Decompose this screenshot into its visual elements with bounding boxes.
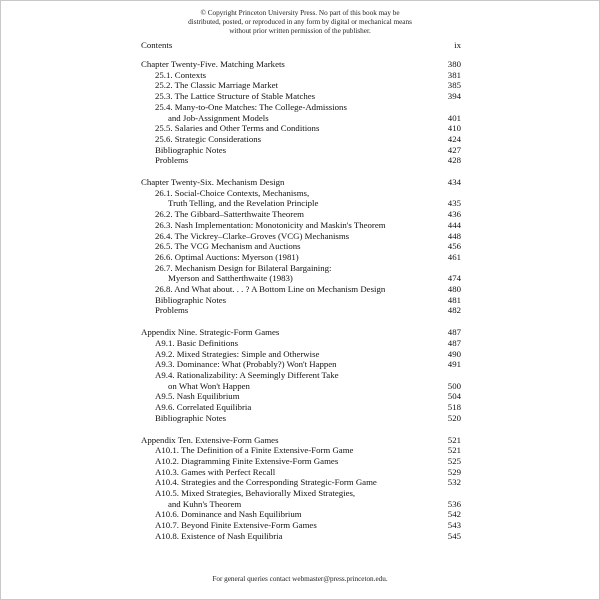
- entry-label: Bibliographic Notes: [155, 144, 227, 155]
- entry-label: A9.6. Correlated Equilibria: [155, 402, 252, 413]
- entry-label: Myerson and Sattherthwaite (1983): [168, 273, 293, 284]
- page-number: 456: [447, 241, 461, 252]
- page-number: 491: [447, 359, 461, 370]
- page-number: 424: [447, 133, 461, 144]
- page-number: 529: [447, 466, 461, 477]
- page-number: 427: [447, 144, 461, 155]
- page-number: 444: [447, 219, 461, 230]
- page-number: 504: [447, 391, 461, 402]
- entry-label: 26.1. Social-Choice Contexts, Mechanisms,: [155, 187, 310, 198]
- page-number: 480: [447, 284, 461, 295]
- toc-section: [141, 59, 461, 166]
- entry-label: 25.4. Many-to-One Matches: The College-Admissions: [155, 101, 347, 112]
- toc-entry-row: [141, 381, 461, 392]
- page-number: 542: [447, 509, 461, 520]
- page-number: 428: [447, 155, 461, 166]
- toc-entry-row: [141, 509, 461, 520]
- toc-entry-row: [141, 102, 461, 113]
- toc-entry-row: [141, 113, 461, 124]
- toc-entry-row: [141, 252, 461, 263]
- entry-label: 26.3. Nash Implementation: Monotonicity and Maskin's Theorem: [155, 219, 386, 230]
- page-number: 436: [447, 209, 461, 220]
- page-number: 521: [447, 445, 461, 456]
- toc-entry-row: [141, 402, 461, 413]
- entry-label: A10.7. Beyond Finite Extensive-Form Games: [155, 520, 317, 531]
- page-number: 448: [447, 230, 461, 241]
- toc-entry-row: [141, 209, 461, 220]
- toc-entry-row: [141, 413, 461, 424]
- page-number: 410: [447, 123, 461, 134]
- page-number: 521: [447, 434, 461, 445]
- entry-label: Appendix Nine. Strategic-Form Games: [141, 327, 280, 338]
- entry-label: A9.4. Rationalizability: A Seemingly Different Take: [155, 369, 339, 380]
- toc-entry-row: [141, 231, 461, 242]
- entry-label: Bibliographic Notes: [155, 294, 227, 305]
- folio-page-number: ix: [454, 40, 461, 50]
- entry-label: 26.5. The VCG Mechanism and Auctions: [155, 241, 301, 252]
- entry-label: Truth Telling, and the Revelation Principle: [168, 198, 319, 209]
- toc-entry-row: [141, 338, 461, 349]
- page-number: 401: [447, 112, 461, 123]
- entry-label: A10.1. The Definition of a Finite Extensive-Form Game: [155, 445, 354, 456]
- page-number: 474: [447, 273, 461, 284]
- page-number: 520: [447, 412, 461, 423]
- entry-label: A9.5. Nash Equilibrium: [155, 391, 240, 402]
- toc-entry-row: [141, 91, 461, 102]
- toc-entry-row: [141, 370, 461, 381]
- entry-label: A10.3. Games with Perfect Recall: [155, 466, 276, 477]
- entry-label: 26.4. The Vickrey–Clarke–Groves (VCG) Mechanisms: [155, 230, 350, 241]
- toc-section: [141, 177, 461, 316]
- toc-entry-row: [141, 488, 461, 499]
- entry-label: 25.6. Strategic Considerations: [155, 133, 262, 144]
- page-number: 385: [447, 80, 461, 91]
- page-number: 532: [447, 477, 461, 488]
- toc: [141, 59, 461, 553]
- toc-chapter-row: [141, 435, 461, 446]
- entry-label: A10.4. Strategies and the Corresponding Strategic-Form Game: [155, 477, 377, 488]
- entry-label: and Job-Assignment Models: [168, 112, 269, 123]
- running-head: [141, 40, 461, 50]
- page-number: 381: [447, 69, 461, 80]
- entry-label: A10.6. Dominance and Nash Equilibrium: [155, 509, 302, 520]
- entry-label: 25.1. Contexts: [155, 69, 207, 80]
- toc-entry-row: [141, 499, 461, 510]
- entry-label: 26.2. The Gibbard–Satterthwaite Theorem: [155, 209, 304, 220]
- entry-label: Appendix Ten. Extensive-Form Games: [141, 434, 279, 445]
- entry-label: Problems: [155, 155, 189, 166]
- copyright-notice: © Copyright Princeton University Press. No part of this book may be distributed, posted, or reproduced in any form by digital or mechanical means without prior written permission of the publisher.: [188, 9, 412, 35]
- toc-chapter-row: [141, 327, 461, 338]
- toc-entry-row: [141, 220, 461, 231]
- toc-entry-row: [141, 391, 461, 402]
- toc-entry-row: [141, 80, 461, 91]
- toc-entry-row: [141, 134, 461, 145]
- entry-label: 25.5. Salaries and Other Terms and Conditions: [155, 123, 320, 134]
- entry-label: A10.8. Existence of Nash Equilibria: [155, 530, 283, 541]
- entry-label: Problems: [155, 305, 189, 316]
- toc-entry-row: [141, 349, 461, 360]
- entry-label: A9.1. Basic Definitions: [155, 337, 239, 348]
- toc-chapter-row: [141, 177, 461, 188]
- toc-entry-row: [141, 284, 461, 295]
- toc-entry-row: [141, 295, 461, 306]
- toc-entry-row: [141, 188, 461, 199]
- entry-label: 25.2. The Classic Marriage Market: [155, 80, 278, 91]
- toc-entry-row: [141, 445, 461, 456]
- page-number: 490: [447, 348, 461, 359]
- toc-entry-row: [141, 273, 461, 284]
- entry-label: 26.6. Optimal Auctions: Myerson (1981): [155, 251, 299, 262]
- entry-label: Chapter Twenty-Five. Matching Markets: [141, 59, 285, 69]
- toc-section: [141, 435, 461, 542]
- toc-entry-row: [141, 241, 461, 252]
- toc-entry-row: [141, 477, 461, 488]
- page-number: 434: [447, 177, 461, 188]
- entry-label: 26.7. Mechanism Design for Bilateral Bargaining:: [155, 262, 332, 273]
- toc-entry-row: [141, 70, 461, 81]
- running-head-title: Contents: [141, 40, 173, 50]
- entry-label: Bibliographic Notes: [155, 412, 227, 423]
- toc-entry-row: [141, 520, 461, 531]
- toc-entry-row: [141, 467, 461, 478]
- toc-entry-row: [141, 155, 461, 166]
- page-number: 500: [447, 380, 461, 391]
- entry-label: 26.8. And What about. . . ? A Bottom Line on Mechanism Design: [155, 284, 386, 295]
- entry-label: A9.2. Mixed Strategies: Simple and Otherwise: [155, 348, 320, 359]
- entry-label: A10.2. Diagramming Finite Extensive-Form Games: [155, 455, 339, 466]
- toc-entry-row: [141, 456, 461, 467]
- entry-label: A10.5. Mixed Strategies, Behaviorally Mixed Strategies,: [155, 488, 356, 499]
- toc-entry-row: [141, 359, 461, 370]
- page-number: 545: [447, 530, 461, 541]
- page-number: 380: [447, 59, 461, 69]
- toc-entry-row: [141, 305, 461, 316]
- entry-label: Chapter Twenty-Six. Mechanism Design: [141, 177, 285, 188]
- toc-entry-row: [141, 123, 461, 134]
- page-number: 394: [447, 91, 461, 102]
- page-number: 525: [447, 455, 461, 466]
- page-number: 487: [447, 337, 461, 348]
- entry-label: A9.3. Dominance: What (Probably?) Won't Happen: [155, 359, 337, 370]
- toc-chapter-row: [141, 59, 461, 70]
- entry-label: and Kuhn's Theorem: [168, 498, 242, 509]
- toc-entry-row: [141, 145, 461, 156]
- page-number: 461: [447, 251, 461, 262]
- toc-entry-row: [141, 531, 461, 542]
- page-number: 482: [447, 305, 461, 316]
- page-number: 481: [447, 294, 461, 305]
- page-number: 543: [447, 520, 461, 531]
- page-number: 435: [447, 198, 461, 209]
- toc-entry-row: [141, 263, 461, 274]
- page-number: 487: [447, 327, 461, 338]
- entry-label: on What Won't Happen: [168, 380, 250, 391]
- footer-queries-note: For general queries contact webmaster@press.princeton.edu.: [212, 575, 388, 583]
- toc-entry-row: [141, 198, 461, 209]
- page-number: 536: [447, 498, 461, 509]
- toc-section: [141, 327, 461, 423]
- page-number: 518: [447, 402, 461, 413]
- entry-label: 25.3. The Lattice Structure of Stable Matches: [155, 91, 316, 102]
